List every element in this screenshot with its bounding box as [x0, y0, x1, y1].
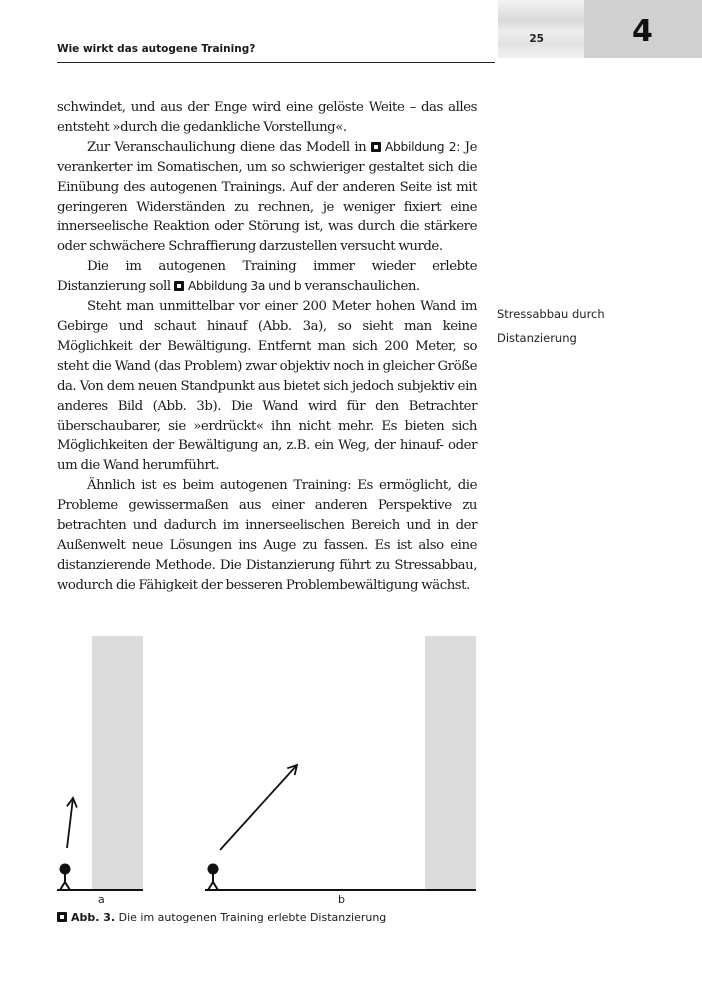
paragraph-2-lead: Zur Veranschaulichung diene das Modell in	[87, 139, 367, 155]
figure-3-reference-text: Abbildung 3a und b	[187, 279, 302, 294]
chapter-number: 4	[632, 14, 653, 49]
paragraph-1: schwindet, und aus der Enge wird eine gelöste Weite – das alles entsteht »durch die gedankliche Vorstellung«.	[57, 100, 477, 135]
paragraph-2	[57, 138, 477, 257]
margin-note-line-2: Distanzierung	[497, 331, 577, 345]
paragraph-3-lead: Die im autogenen Training immer wieder erlebte Distanzierung soll	[57, 259, 477, 295]
person-figure-a	[60, 864, 71, 891]
figure-caption	[57, 911, 386, 924]
paragraph-3-rest: veranschaulichen.	[304, 279, 420, 295]
figure-caption-text: Die im autogenen Training erlebte Distanzierung	[118, 911, 387, 924]
figure-2-reference[interactable]	[371, 140, 460, 154]
wall-b	[425, 636, 476, 890]
header-rule	[57, 62, 495, 63]
page-number-box	[498, 0, 584, 58]
figure-label-a: a	[98, 893, 105, 906]
person-figure-b	[208, 864, 219, 891]
figure-caption-icon	[57, 912, 67, 922]
body-text	[57, 98, 477, 596]
figure-3-reference[interactable]	[174, 279, 301, 293]
gaze-arrow-b	[220, 765, 297, 850]
paragraph-5: Ähnlich ist es beim autogenen Training: Es ermöglicht, die Probleme gewissermaßen aus einer anderen Perspektive zu betrachten und dadurch im innerseelischen Bereich und in der Außenwelt neue Lösungen ins Auge zu fassen. Es ist also eine distanzierende Methode. Die Distanzierung führt zu Stressabbau, wodurch die Fähigkeit der besseren Problembewältigung wächst.	[57, 478, 477, 593]
paragraph-4: Steht man unmittelbar vor einer 200 Meter hohen Wand im Gebirge und schaut hinauf (Abb. 3a), so sieht man keine Möglichkeit der Bewältigung. Entfernt man sich 200 Meter, so steht die Wand (das Problem) zwar objektiv noch in gleicher Größe da. Von dem neuen Standpunkt aus bietet sich jedoch subjektiv ein anderes Bild (Abb. 3b). Die Wand wird für den Betrachter überschaubarer, sie »erdrückt« ihn nicht mehr. Es bieten sich Möglichkeiten der Bewältigung an, z.B. ein Weg, der hinauf- oder um die Wand herumführt.	[57, 299, 477, 474]
paragraph-2-rest: Je verankerter im Somatischen, um so schwieriger gestaltet sich die Einübung des autogenen Trainings. Auf der anderen Seite ist mit geringeren Widerständen zu rechnen, je weniger fixiert eine innerseelische Reaktion oder Störung ist, was durch die stärkere oder schwächere Schraffierung darzustellen versucht wurde.	[57, 139, 477, 255]
gaze-arrow-a	[67, 798, 73, 848]
wall-a	[92, 636, 143, 890]
figure-reference-icon	[174, 281, 184, 291]
paragraph-3	[57, 257, 477, 297]
running-title: Wie wirkt das autogene Training?	[57, 43, 256, 55]
figure-2-reference-text: Abbildung 2:	[384, 139, 461, 154]
margin-note	[497, 302, 637, 350]
figure-label-b: b	[338, 893, 345, 906]
figure-caption-label: Abb. 3.	[71, 911, 116, 924]
page-number: 25	[529, 33, 544, 45]
chapter-tab	[584, 0, 702, 58]
margin-note-line-1: Stressabbau durch	[497, 307, 605, 321]
figure-reference-icon	[371, 142, 381, 152]
